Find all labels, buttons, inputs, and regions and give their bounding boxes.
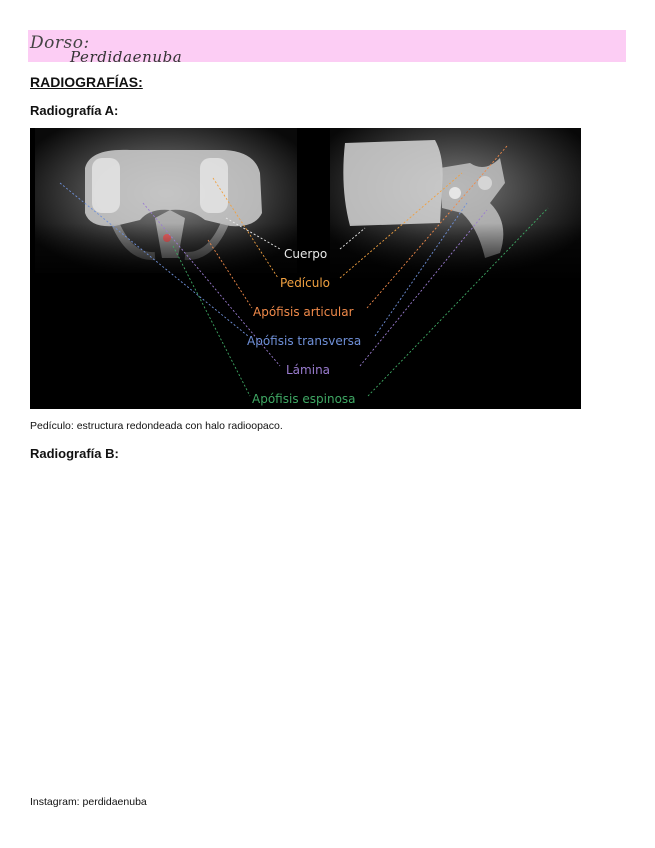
section-title: RADIOGRAFÍAS: (30, 74, 143, 90)
radiografia-a-caption: Pedículo: estructura redondeada con halo radioopaco. (30, 420, 283, 432)
radiografia-a-heading: Radiografía A: (30, 103, 119, 118)
label-lamina: Lámina (286, 363, 331, 377)
label-apofisis-transversa: Apófisis transversa (247, 334, 362, 348)
label-cuerpo: Cuerpo (284, 247, 328, 261)
document-title: Dorso: (30, 33, 90, 53)
footer-instagram: Instagram: perdidaenuba (30, 796, 147, 808)
xray-image (30, 128, 581, 409)
label-apofisis-espinosa: Apófisis espinosa (252, 392, 356, 406)
label-apofisis-articular: Apófisis articular (253, 305, 354, 319)
label-pediculo: Pedículo (280, 276, 331, 290)
author-signature: Perdidaenuba (70, 48, 183, 66)
radiografia-b-heading: Radiografía B: (30, 446, 119, 461)
